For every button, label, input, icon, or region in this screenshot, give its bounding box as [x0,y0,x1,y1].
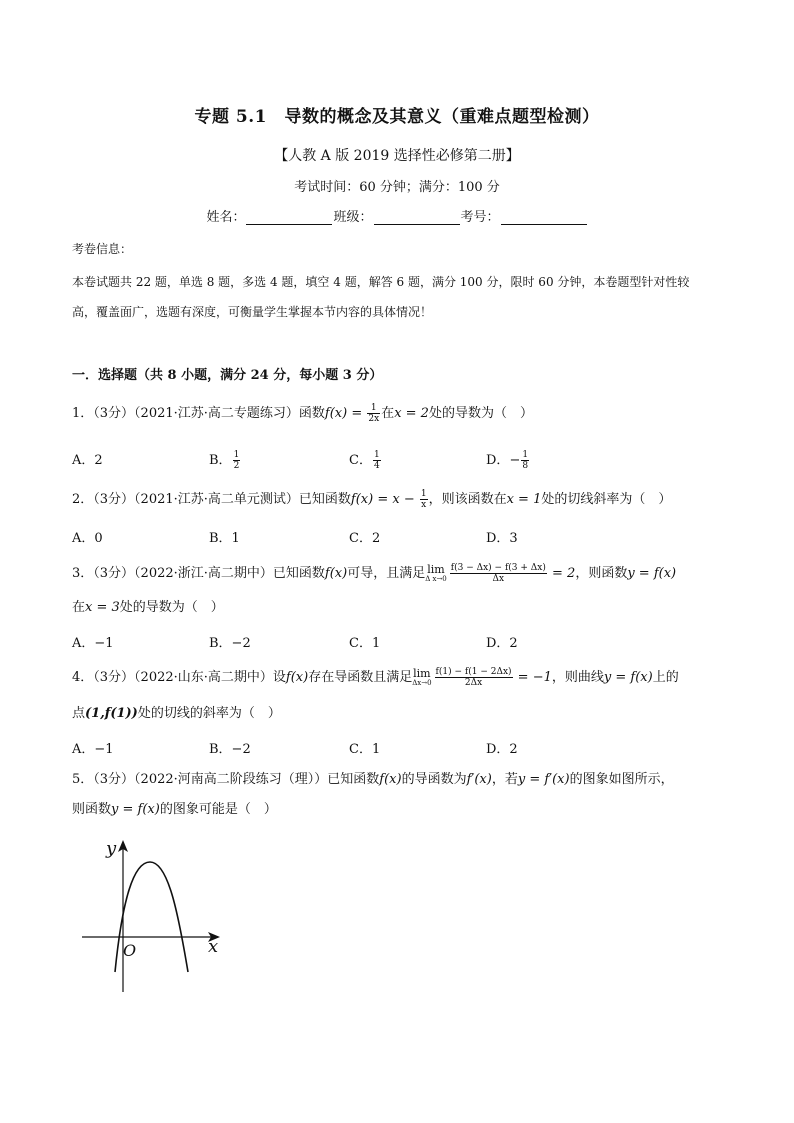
q2-fx: f(x) = x − [350,492,419,507]
origin-label: O [123,941,137,960]
q2-mid: ，则该函数在 [428,492,507,507]
q3-mid: 可导，且满足 [347,566,426,581]
q1-prefix: 1．（3分）（2021·江苏·高二专题练习）函数 [72,406,325,421]
q5-line2-suffix: 的图象可能是（ ） [159,802,277,817]
q5-mid2: ，若 [491,772,518,787]
question-3-line2 [72,599,722,617]
q2-option-b[interactable]: B．1 [209,531,240,546]
q4-line2-prefix: 点 [72,706,86,721]
q3-prefix: 3．（3分）（2022·浙江·高二期中）已知函数 [72,566,325,581]
q1-fx: f(x) = [324,406,367,421]
question-5-line2 [72,801,722,819]
q1-option-b[interactable]: B． $\frac{1}{2}$ [209,450,240,471]
y-axis-label: y [106,838,117,859]
q2-option-c[interactable]: C．2 [349,531,381,546]
q2-fraction: $\frac{1}{x}$ [420,489,427,510]
q4-fx: f(x) [285,670,309,685]
q3-mid2: ，则函数 [575,566,628,581]
page-title: 专题 5.1 导数的概念及其意义（重难点题型检测） [194,107,600,127]
q2-option-a[interactable]: A．0 [72,531,103,546]
q4-option-d[interactable]: D．2 [486,742,518,757]
q5-mid: 的导函数为 [401,772,467,787]
q4-options [72,738,722,758]
q3-option-a[interactable]: A．−1 [72,636,114,651]
paper-info-line2: 高，覆盖面广，选题有深度，可衡量学生掌握本节内容的具体情况！ [72,305,433,319]
q4-mid: 存在导函数且满足 [308,670,413,685]
q1-option-d[interactable]: D．− $\frac{1}{8}$ [486,450,529,471]
id-blank[interactable] [501,210,587,225]
question-1 [72,403,722,424]
id-label: 考号： [460,210,500,225]
paper-info-heading: 考卷信息： [72,242,133,256]
exam-info: 考试时间：60 分钟；满分：100 分 [294,180,500,195]
q3-options [72,632,722,652]
q1-mid: 在 [381,406,395,421]
q4-option-b[interactable]: B．−2 [209,742,251,757]
question-4 [72,667,722,688]
class-label: 班级： [333,210,373,225]
q1-suffix: 处的导数为（ ） [428,406,533,421]
q5-fpx: f′(x) [466,772,492,787]
q1-cond: x = 2 [394,406,429,421]
q3-line2-suffix: 处的导数为（ ） [119,600,224,615]
q2-prefix: 2．（3分）（2021·江苏·高二单元测试）已知函数 [72,492,351,507]
q3-fx: f(x) [324,566,348,581]
q5-fx: f(x) [379,772,402,787]
q3-option-d[interactable]: D．2 [486,636,518,651]
q5-yfx: y = f(x) [111,802,160,817]
q1-fraction: $\frac{1}{2x}$ [368,403,380,424]
q4-option-a[interactable]: A．−1 [72,742,114,757]
x-axis-label: x [208,936,219,957]
page-subtitle: 【人教 A 版 2019 选择性必修第二册】 [274,148,520,164]
q4-point: (1,f(1)) [85,706,138,721]
q5-prefix: 5．（3分）（2022·河南高二阶段练习（理））已知函数 [72,772,380,787]
q4-limit: lim Δx→0 [412,667,432,687]
q4-eq: = −1 [513,670,552,685]
q3-fraction: $\frac{f(3 - \Delta x) - f(3 + \Delta x)}{\Delta x}$ [450,563,546,584]
q2-options [72,527,722,547]
q3-line2-prefix: 在 [72,600,86,615]
q1-option-c[interactable]: C． $\frac{1}{4}$ [349,450,380,471]
q2-cond: x = 1 [506,492,542,507]
student-fields [0,206,794,225]
q4-fraction: $\frac{f(1) - f(1 - 2\Delta x)}{2\Delta x}$ [435,667,512,688]
q5-line2-prefix: 则函数 [72,802,112,817]
question-5 [72,771,722,789]
question-3 [72,563,722,584]
q5-yfpx: y = f′(x) [517,772,570,787]
q3-eq: = 2 [547,566,576,581]
section-heading: 一．选择题（共 8 小题，满分 24 分，每小题 3 分） [72,368,383,383]
q4-mid2: ，则曲线 [551,670,604,685]
q2-suffix: 处的切线斜率为（ ） [541,492,672,507]
q4-end: 上的 [652,670,679,685]
q1-option-a[interactable]: A．2 [72,453,103,468]
q3-option-b[interactable]: B．−2 [209,636,251,651]
class-blank[interactable] [374,210,460,225]
q2-option-d[interactable]: D．3 [486,531,518,546]
q5-end: 的图象如图所示， [569,772,674,787]
paper-info-line1: 本卷试题共 22 题，单选 8 题，多选 4 题，填空 4 题，解答 6 题，满分 100 分，限时 60 分钟，本卷题型针对性较 [72,275,690,289]
q4-prefix: 4．（3分）（2022·山东·高二期中）设 [72,670,286,685]
derivative-graph [78,832,228,997]
q3-cond: x = 3 [85,600,120,615]
q4-option-c[interactable]: C．1 [349,742,381,757]
q3-yfx: y = f(x) [627,566,677,581]
q4-line2-suffix: 处的切线的斜率为（ ） [137,706,281,721]
q4-yfx: y = f(x) [603,670,653,685]
name-blank[interactable] [246,210,332,225]
q1-options [72,449,722,469]
q3-limit: lim Δ x→0 [425,563,447,583]
question-4-line2 [72,705,722,723]
name-label: 姓名： [206,210,246,225]
question-2 [72,489,722,510]
q3-option-c[interactable]: C．1 [349,636,381,651]
